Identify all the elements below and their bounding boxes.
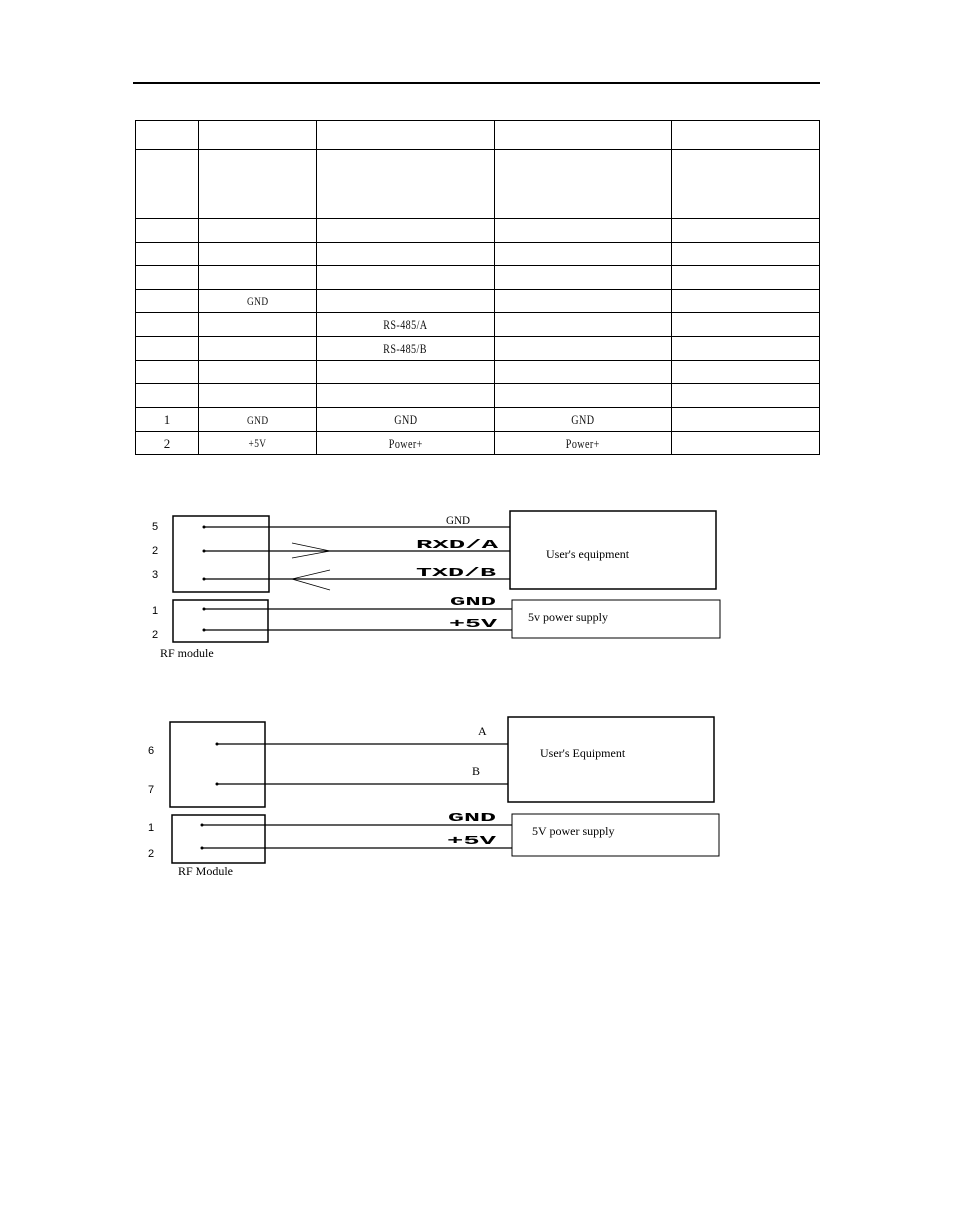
pin-dot [216,783,219,786]
table-cell [672,408,820,432]
table-cell [199,243,317,266]
table-cell [495,290,672,313]
table-cell [136,290,199,313]
table-cell [136,384,199,408]
table-cell: 2 [136,432,199,455]
signal-label: +5V [447,834,498,848]
signal-label: +5V [449,617,499,631]
table-cell [317,432,495,455]
signal-label: GND [448,811,496,825]
left-arrow-icon [292,570,330,590]
cell-text: GND [246,412,269,427]
table-row [136,313,820,337]
table-cell [199,121,317,150]
table-cell [672,337,820,361]
signal-label: A [478,724,487,738]
table-cell [495,384,672,408]
table-row [136,337,820,361]
table-cell [199,150,317,219]
table-cell [317,290,495,313]
table-row [136,408,820,432]
table-cell [199,361,317,384]
table-cell [672,150,820,219]
table-cell [199,313,317,337]
table-cell [317,150,495,219]
rf-module-signal-block [170,722,265,807]
cell-text: Power+ [388,435,423,451]
table-cell [495,361,672,384]
pin-number: 2 [148,848,155,860]
table-row [136,219,820,243]
table-row [136,243,820,266]
pin-dot [203,526,206,529]
table-cell [672,384,820,408]
cell-text: GND [393,412,418,427]
table-cell [136,361,199,384]
table-cell [495,121,672,150]
cell-text: RS-485/A [383,317,428,332]
table-cell [672,432,820,455]
signal-label: RXD/A [416,538,500,552]
table-cell [199,384,317,408]
table-cell: 1 [136,408,199,432]
table-cell [495,408,672,432]
cell-text: +5V [248,436,267,450]
pin-number: 1 [152,605,159,617]
table-cell [672,290,820,313]
signal-label: GND [446,513,471,527]
table-cell [136,266,199,290]
table-cell [672,121,820,150]
table-cell [495,337,672,361]
pin-number: 1 [148,822,155,834]
pin-dot [201,824,204,827]
table-row [136,121,820,150]
table-cell [199,266,317,290]
table-cell [317,219,495,243]
cell-text: Power+ [566,435,600,451]
pin-number: 5 [152,521,159,533]
pin-definition-table [135,120,820,455]
table-cell [495,219,672,243]
table-cell [317,408,495,432]
table-cell [317,384,495,408]
cell-text: GND [571,412,595,427]
pin-number: 2 [152,629,159,641]
table-cell [199,408,317,432]
table-row [136,432,820,455]
table-row [136,361,820,384]
rs232-wiring-diagram [0,500,954,670]
rs485-wiring-diagram [0,712,954,887]
table-cell [672,243,820,266]
table-cell [136,219,199,243]
table-cell [672,266,820,290]
pin-dot [201,847,204,850]
header-rule [133,82,820,84]
table-cell [495,243,672,266]
pin-number: 7 [148,784,155,796]
table-cell [495,150,672,219]
signal-label: B [472,764,481,778]
table-cell [317,361,495,384]
rf-module-power-block [173,600,268,642]
pin-number: 3 [152,569,159,581]
table-cell [199,432,317,455]
module-label: RF module [160,646,214,660]
table-cell [317,243,495,266]
cell-text: RS-485/B [383,341,428,356]
table-cell [136,150,199,219]
cell-text: GND [246,294,269,308]
table-cell [199,337,317,361]
pin-dot [203,608,206,611]
equipment-label: User's equipment [546,547,630,561]
pin-number: 6 [148,745,155,757]
power-supply-label: 5v power supply [528,610,608,624]
table-cell [495,313,672,337]
table-cell [317,121,495,150]
table-row [136,290,820,313]
table-cell [317,313,495,337]
table-cell [317,266,495,290]
table-cell [136,337,199,361]
table-cell [672,361,820,384]
table-row [136,384,820,408]
module-label: RF Module [178,864,234,878]
table-cell [495,432,672,455]
pin-dot [216,743,219,746]
table-cell [199,290,317,313]
table-cell [136,313,199,337]
signal-label: TXD/B [416,566,496,580]
pin-dot [203,550,206,553]
table-cell [199,219,317,243]
table-cell [672,313,820,337]
table-cell [672,219,820,243]
equipment-label: User's Equipment [540,746,626,760]
table-row [136,150,820,219]
pin-dot [203,578,206,581]
table-cell [495,266,672,290]
power-supply-label: 5V power supply [532,824,615,838]
pin-number: 2 [152,545,159,557]
table-row [136,266,820,290]
pin-dot [203,629,206,632]
table-cell [136,243,199,266]
table-cell [317,337,495,361]
signal-label: GND [450,595,496,609]
table-cell [136,121,199,150]
rf-module-power-block [172,815,265,863]
